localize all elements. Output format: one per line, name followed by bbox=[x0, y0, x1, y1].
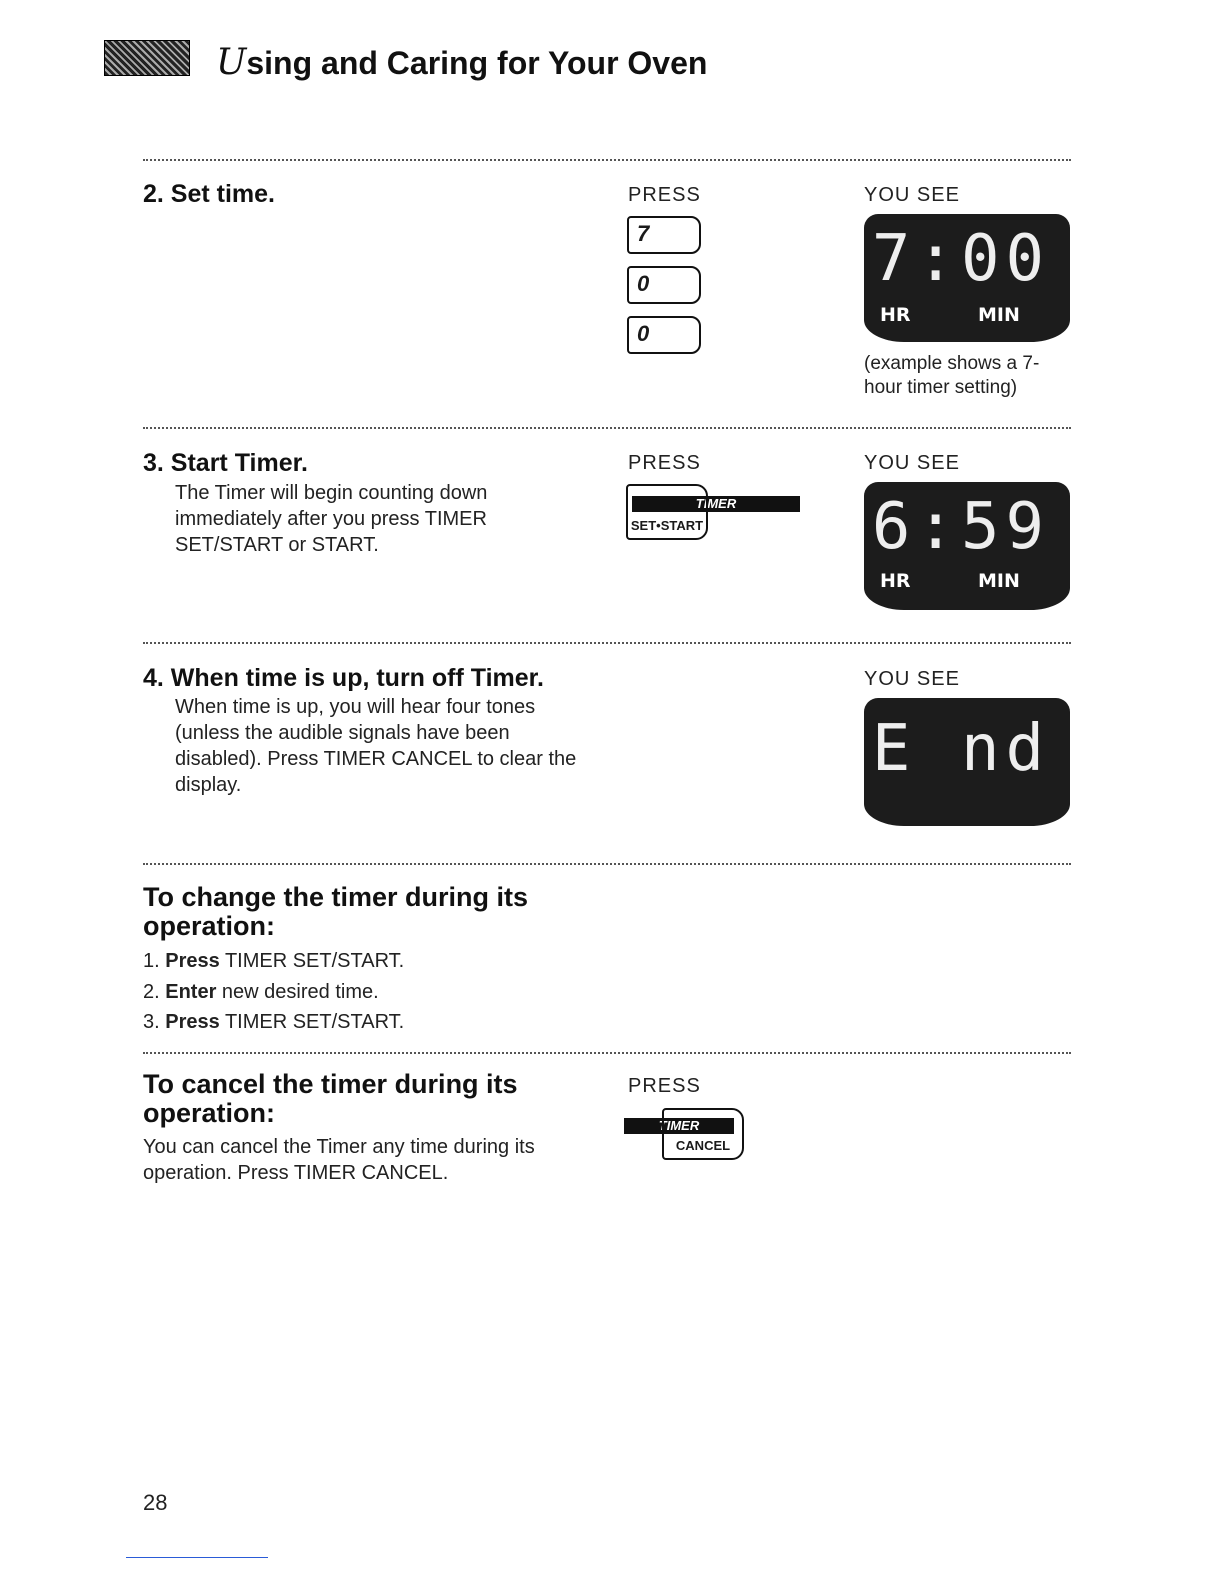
press-label: PRESS bbox=[628, 452, 701, 474]
oven-display bbox=[864, 698, 1070, 826]
list-item-verb: Press bbox=[165, 1011, 220, 1033]
list-item bbox=[143, 1011, 404, 1034]
list-item-number: 3. bbox=[143, 1011, 160, 1033]
divider bbox=[143, 427, 1071, 429]
you-see-label: YOU SEE bbox=[864, 452, 960, 474]
page-title-initial: U bbox=[216, 42, 247, 83]
divider bbox=[143, 1052, 1071, 1054]
footer-line bbox=[126, 1557, 268, 1558]
step-2-title: 2. Set time. bbox=[143, 180, 275, 208]
display-min-label: MIN bbox=[978, 570, 1020, 592]
page-title-rest: sing and Caring for Your Oven bbox=[246, 45, 708, 81]
display-digits: 7:00 bbox=[871, 222, 1050, 296]
timer-cancel-button[interactable] bbox=[624, 1106, 746, 1162]
you-see-label: YOU SEE bbox=[864, 668, 960, 690]
example-note: (example shows a 7-hour timer setting) bbox=[864, 353, 1040, 398]
list-item-number: 2. bbox=[143, 981, 160, 1003]
page-number: 28 bbox=[143, 1490, 168, 1515]
oven-display bbox=[864, 214, 1070, 342]
display-digits: E nd bbox=[871, 712, 1050, 786]
display-hr-label: HR bbox=[880, 570, 911, 592]
button-top-label: TIMER bbox=[632, 496, 800, 512]
display-min-label: MIN bbox=[978, 304, 1020, 326]
key-0-button[interactable]: 0 bbox=[627, 316, 701, 354]
divider bbox=[143, 863, 1071, 865]
list-item-verb: Press bbox=[165, 950, 220, 972]
list-item bbox=[143, 981, 379, 1004]
list-item-text: TIMER SET/START. bbox=[219, 1011, 405, 1033]
button-bottom-label: SET•START bbox=[626, 484, 708, 540]
divider bbox=[143, 159, 1071, 161]
display-digits: 6:59 bbox=[871, 490, 1050, 564]
press-label: PRESS bbox=[628, 184, 701, 206]
brand-logo bbox=[104, 40, 190, 76]
button-bottom-label: CANCEL bbox=[662, 1108, 744, 1160]
step-3-title: 3. Start Timer. bbox=[143, 449, 308, 477]
step-4-title: 4. When time is up, turn off Timer. bbox=[143, 664, 544, 692]
key-0-button[interactable]: 0 bbox=[627, 266, 701, 304]
cancel-timer-body: You can cancel the Timer any time during its operation. Press TIMER CANCEL. bbox=[143, 1136, 535, 1184]
timer-set-start-button[interactable] bbox=[626, 482, 802, 542]
list-item-text: TIMER SET/START. bbox=[219, 950, 405, 972]
step-4-body: When time is up, you will hear four tones (unless the audible signals have been disabled). Press TIMER CANCEL to clear the display. bbox=[175, 696, 577, 796]
you-see-label: YOU SEE bbox=[864, 184, 960, 206]
change-timer-title: To change the timer during its operation: bbox=[143, 882, 529, 941]
page-title bbox=[216, 42, 707, 83]
divider bbox=[143, 642, 1071, 644]
oven-display bbox=[864, 482, 1070, 610]
list-item bbox=[143, 950, 404, 973]
display-hr-label: HR bbox=[880, 304, 911, 326]
cancel-timer-title: To cancel the timer during its operation: bbox=[143, 1069, 518, 1128]
list-item-verb: Enter bbox=[165, 981, 217, 1003]
step-3-body: The Timer will begin counting down immediately after you press TIMER SET/START or START. bbox=[175, 482, 488, 556]
key-7-button[interactable]: 7 bbox=[627, 216, 701, 254]
button-top-label: TIMER bbox=[624, 1118, 734, 1134]
list-item-text: new desired time. bbox=[216, 981, 379, 1003]
list-item-number: 1. bbox=[143, 950, 160, 972]
press-label: PRESS bbox=[628, 1075, 701, 1097]
